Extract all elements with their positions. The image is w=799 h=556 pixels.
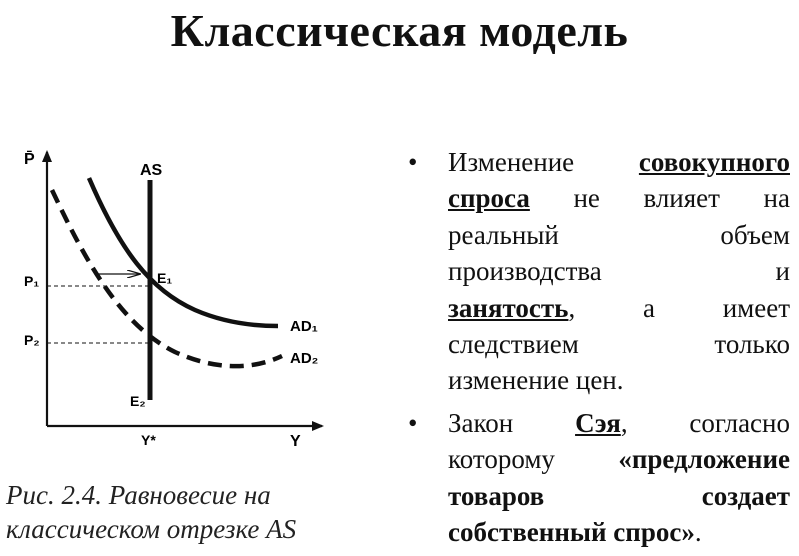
bullet-line (448, 405, 790, 441)
word: Закон (448, 407, 514, 438)
as-label: AS (140, 162, 163, 179)
word: объем (720, 219, 790, 250)
word: производства (448, 256, 602, 287)
caption-line: Рис. 2.4. Равновесие на (6, 480, 271, 510)
word: и (775, 256, 790, 287)
word: собственный спрос» (448, 517, 695, 548)
bullet-line (448, 362, 790, 398)
word: а (642, 292, 655, 323)
p1-label: P₁ (24, 273, 40, 289)
key-term: Сэя (575, 407, 621, 438)
page-title: Классическая модель (170, 5, 629, 56)
key-term: спроса (448, 183, 530, 214)
key-term: занятость (448, 292, 569, 323)
as-ad-diagram (0, 140, 360, 460)
bullet-line (448, 441, 790, 477)
figure-caption (6, 478, 296, 546)
bullet-line (448, 326, 790, 362)
word-group (448, 290, 575, 326)
e1-label: E₁ (157, 270, 173, 286)
word: , (620, 407, 628, 438)
word-group (448, 514, 702, 550)
bullet-list (408, 144, 790, 556)
bullet-item (408, 144, 790, 399)
word: Изменение (448, 147, 575, 177)
caption-line: классическом отрезке AS (6, 514, 297, 544)
key-term: совокупного (638, 147, 790, 177)
ad1-curve (89, 178, 278, 326)
word: которому (448, 444, 555, 475)
bullet-line (448, 253, 790, 289)
word: изменение цен. (448, 365, 624, 396)
p-axis-label: P̄ (24, 151, 35, 168)
word-group (575, 405, 628, 441)
word: имеет (722, 292, 790, 323)
word: не (573, 183, 600, 214)
bullet-line (448, 514, 790, 550)
bullet-line (448, 144, 790, 180)
bullet-line (448, 217, 790, 253)
bullet-marker: • (408, 407, 418, 438)
e2-label: E₂ (130, 393, 146, 409)
word: товаров (448, 480, 545, 511)
word: на (763, 183, 790, 214)
ad1-label: AD₁ (290, 318, 318, 335)
word: . (694, 517, 702, 548)
bullet-line (448, 180, 790, 216)
y-axis-label: Y (290, 433, 301, 450)
word: , (568, 292, 576, 323)
word: «предложение (618, 444, 790, 475)
bullet-item (408, 405, 790, 551)
word: только (714, 329, 790, 360)
bullet-marker: • (408, 147, 418, 177)
p2-label: P₂ (24, 332, 40, 348)
word: создает (701, 480, 790, 511)
word: следствием (448, 329, 579, 360)
ystar-label: Y* (141, 432, 156, 448)
ad2-label: AD₂ (290, 350, 319, 367)
bullet-line (448, 290, 790, 326)
bullet-line (448, 478, 790, 514)
word: влияет (643, 183, 720, 214)
word: согласно (689, 407, 790, 438)
word: реальный (448, 219, 559, 250)
